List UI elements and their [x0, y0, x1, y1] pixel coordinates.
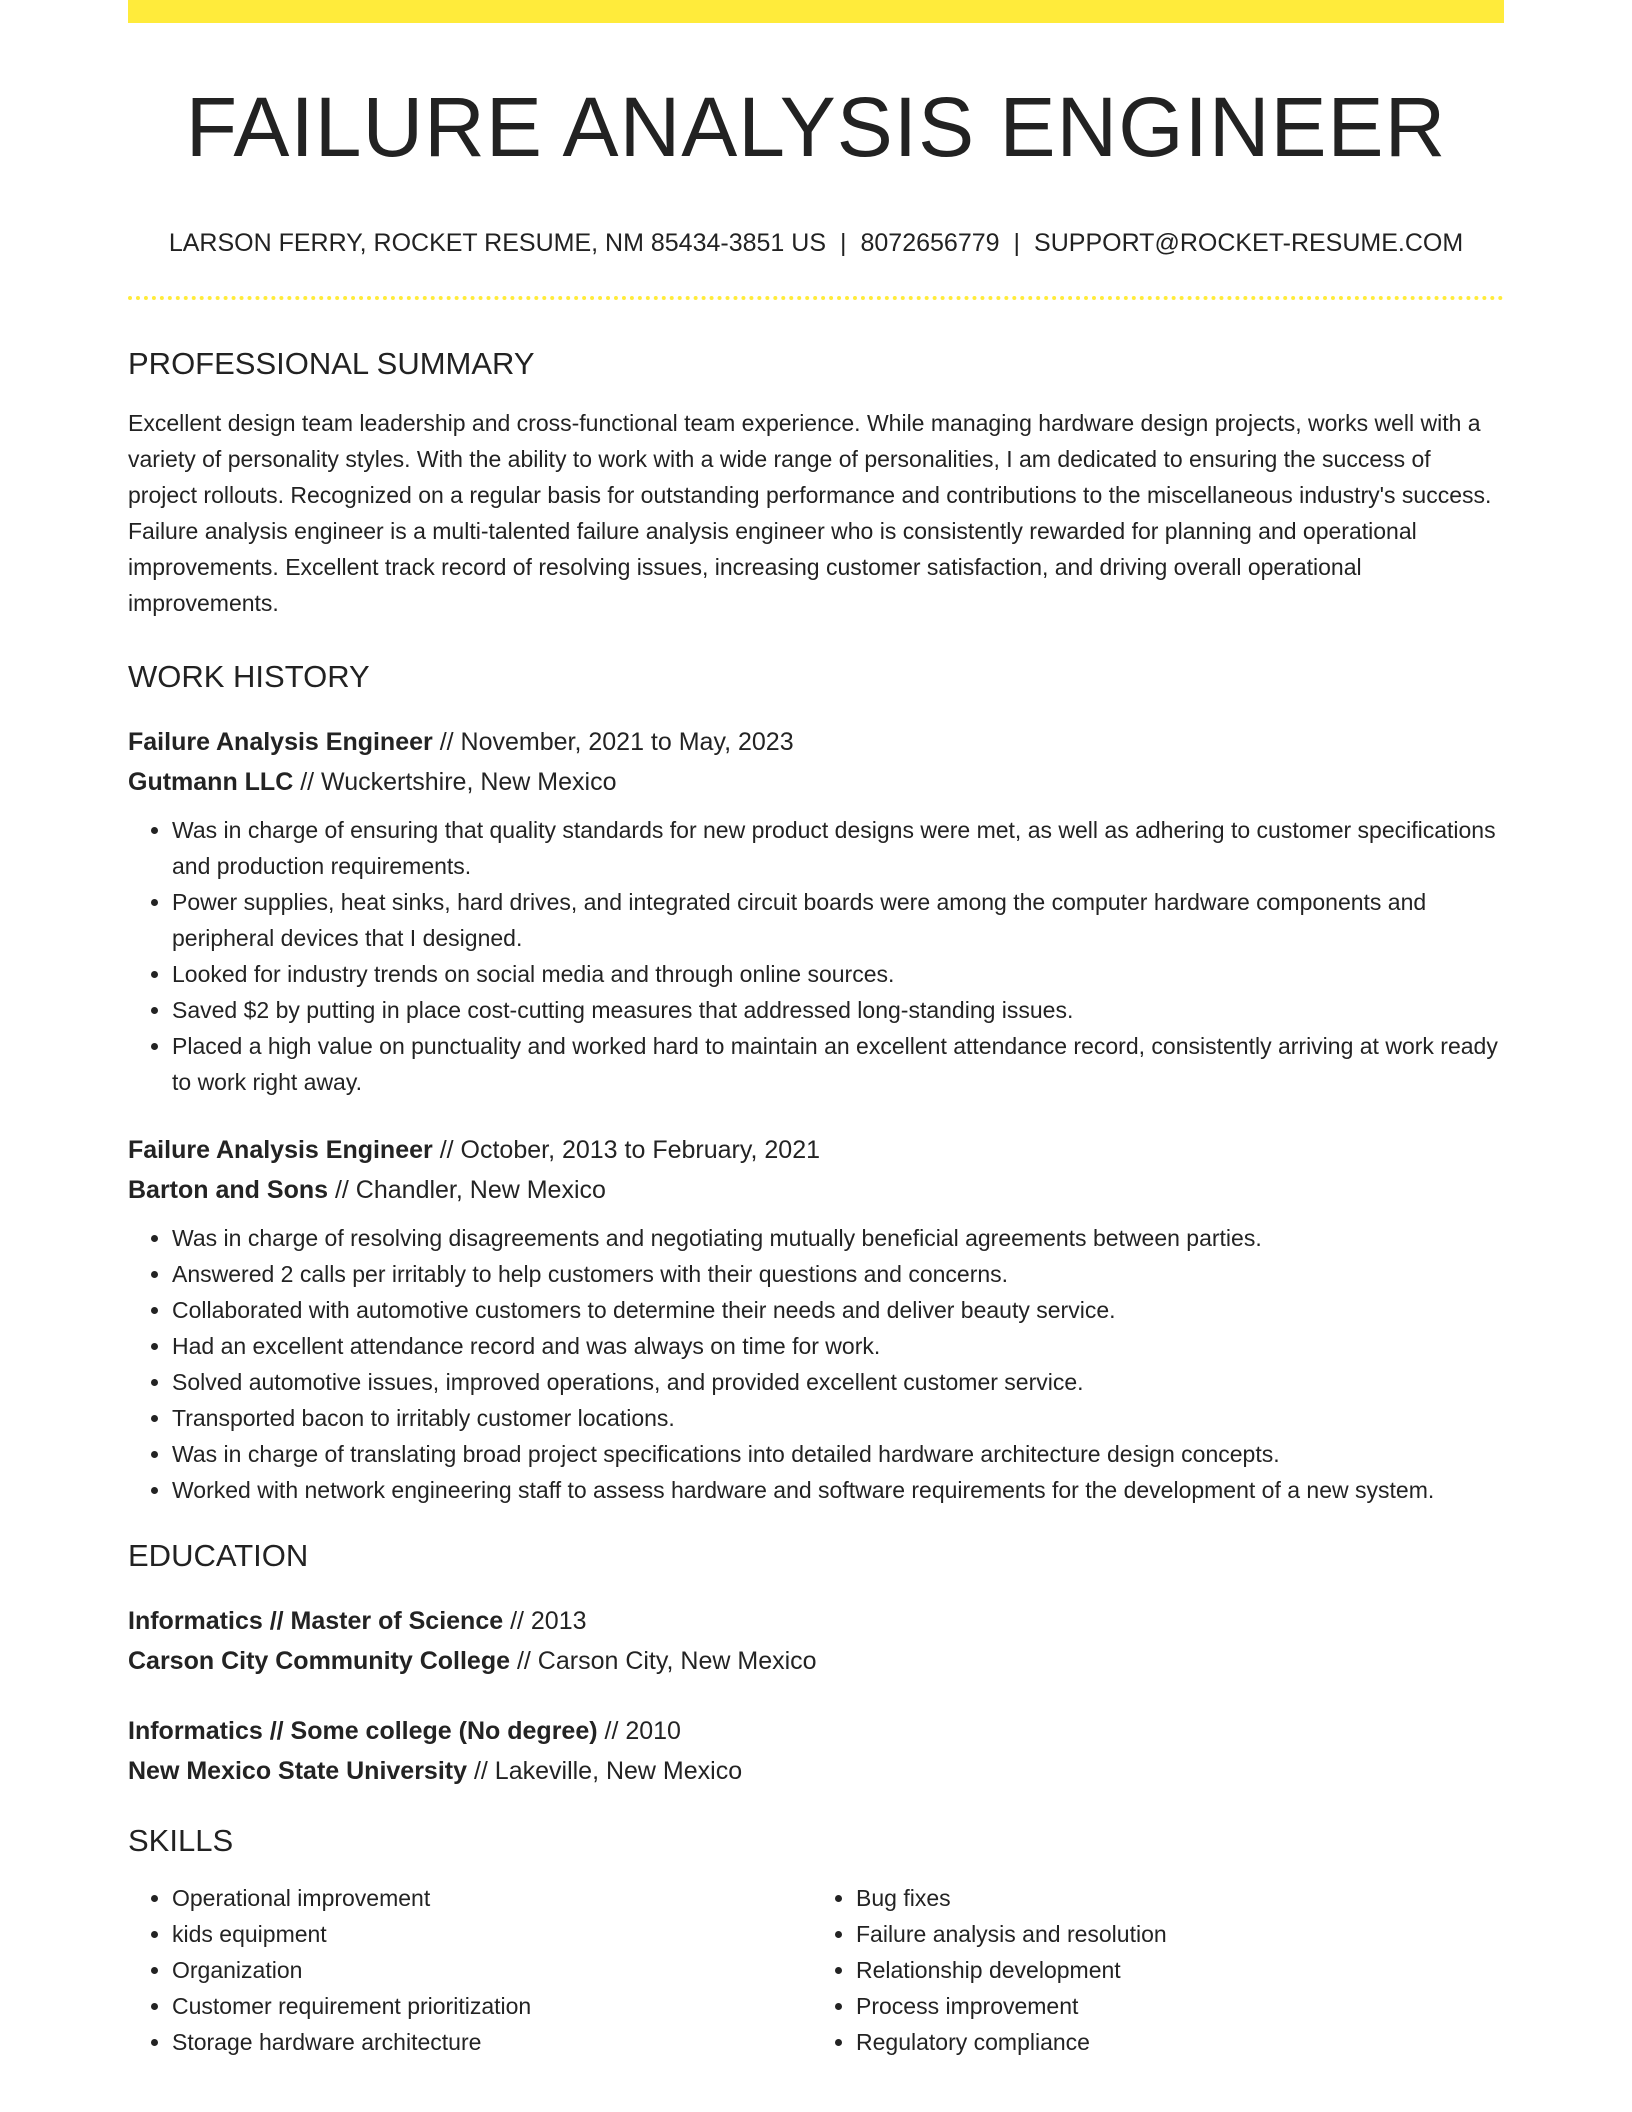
list-item: • kids equipment	[172, 1916, 808, 1952]
job-entry	[128, 1130, 1504, 1508]
list-item: • Worked with network engineering staff to assess hardware and software requirements for the development of a new system.	[172, 1472, 1504, 1508]
list-item: • Solved automotive issues, improved operations, and provided excellent customer service.	[172, 1364, 1504, 1400]
job-dates: // November, 2021 to May, 2023	[432, 728, 794, 756]
list-item: • Was in charge of ensuring that quality standards for new product designs were met, as well as adhering to customer specifications and production requirements.	[172, 812, 1504, 884]
accent-top-bar	[128, 0, 1504, 23]
job-title-line	[128, 722, 1504, 762]
job-company: Gutmann LLC	[128, 768, 294, 796]
list-item: • Was in charge of translating broad project specifications into detailed hardware architecture design concepts.	[172, 1436, 1504, 1472]
list-item: • Operational improvement	[172, 1880, 808, 1916]
education-degree: Informatics // Master of Science	[128, 1607, 504, 1635]
job-title: Failure Analysis Engineer	[128, 728, 433, 756]
education-degree-line	[128, 1711, 1504, 1751]
list-item: • Organization	[172, 1952, 808, 1988]
list-item: • Power supplies, heat sinks, hard drives, and integrated circuit boards were among the computer hardware components and peripheral devices that I designed.	[172, 884, 1504, 956]
list-item: • Failure analysis and resolution	[856, 1916, 1492, 1952]
list-item: • Storage hardware architecture	[172, 2024, 808, 2060]
job-location: // Chandler, New Mexico	[328, 1176, 606, 1204]
job-company: Barton and Sons	[128, 1176, 329, 1204]
dotted-divider	[128, 296, 1504, 300]
education-year: // 2010	[597, 1717, 681, 1745]
list-item: • Was in charge of resolving disagreements and negotiating mutually beneficial agreements between parties.	[172, 1220, 1504, 1256]
list-item: • Looked for industry trends on social media and through online sources.	[172, 956, 1504, 992]
section-heading-skills: SKILLS	[128, 1823, 234, 1858]
section-heading-education: EDUCATION	[128, 1538, 309, 1573]
contact-email: SUPPORT@ROCKET-RESUME.COM	[1034, 229, 1464, 257]
skills-column-right	[808, 1880, 1492, 2060]
skills-column-left	[128, 1880, 808, 2060]
page-title: FAILURE ANALYSIS ENGINEER	[185, 80, 1447, 174]
job-entry	[128, 722, 1504, 1100]
education-location: // Carson City, New Mexico	[510, 1647, 817, 1675]
list-item: • Customer requirement prioritization	[172, 1988, 808, 2024]
contact-phone: 8072656779	[860, 229, 1000, 257]
education-school-line	[128, 1641, 1504, 1681]
list-item: • Bug fixes	[856, 1880, 1492, 1916]
education-degree-line	[128, 1601, 1504, 1641]
education-entry	[128, 1711, 1504, 1791]
list-item: • Placed a high value on punctuality and worked hard to maintain an excellent attendance record, consistently arriving at work ready to work right away.	[172, 1028, 1504, 1100]
list-item: • Collaborated with automotive customers to determine their needs and deliver beauty service.	[172, 1292, 1504, 1328]
education-year: // 2013	[503, 1607, 587, 1635]
contact-separator: |	[1013, 229, 1021, 257]
contact-separator: |	[840, 229, 847, 257]
education-school-line	[128, 1751, 1504, 1791]
job-title-line	[128, 1130, 1504, 1170]
education-location: // Lakeville, New Mexico	[467, 1757, 743, 1785]
section-heading-work: WORK HISTORY	[128, 659, 370, 694]
job-company-line	[128, 762, 1504, 802]
list-item: • Answered 2 calls per irritably to help customers with their questions and concerns.	[172, 1256, 1504, 1292]
list-item: • Regulatory compliance	[856, 2024, 1492, 2060]
job-title: Failure Analysis Engineer	[128, 1136, 433, 1164]
skills-list	[128, 1880, 1504, 2060]
job-dates: // October, 2013 to February, 2021	[432, 1136, 821, 1164]
list-item: • Process improvement	[856, 1988, 1492, 2024]
education-degree: Informatics // Some college (No degree)	[128, 1717, 598, 1745]
list-item: • Saved $2 by putting in place cost-cutting measures that addressed long-standing issues.	[172, 992, 1504, 1028]
list-item: • Transported bacon to irritably customer locations.	[172, 1400, 1504, 1436]
job-bullets	[128, 812, 1504, 1100]
list-item: • Relationship development	[856, 1952, 1492, 1988]
list-item: • Had an excellent attendance record and was always on time for work.	[172, 1328, 1504, 1364]
contact-address: LARSON FERRY, ROCKET RESUME, NM 85434-3851 US	[168, 229, 826, 257]
job-company-line	[128, 1170, 1504, 1210]
job-bullets	[128, 1220, 1504, 1508]
section-heading-summary: PROFESSIONAL SUMMARY	[128, 346, 535, 381]
contact-line	[128, 231, 1504, 256]
education-school: Carson City Community College	[128, 1647, 510, 1675]
education-school: New Mexico State University	[128, 1757, 468, 1785]
summary-text: Excellent design team leadership and cross-functional team experience. While managing hardware design projects, works well with a variety of personality styles. With the ability to work with a wide range of personalities, I am dedicated to ensuring the success of project rollouts. Recognized on a regular basis for outstanding performance and contributions to the miscellaneous industry's success. Failure analysis engineer is a multi-talented failure analysis engineer who is consistently rewarded for planning and operational improvements. Excellent track record of resolving issues, increasing customer satisfaction, and driving overall operational improvements.	[128, 410, 1492, 616]
education-entry	[128, 1601, 1504, 1681]
job-location: // Wuckertshire, New Mexico	[293, 768, 617, 796]
resume-page	[128, 0, 1504, 2060]
